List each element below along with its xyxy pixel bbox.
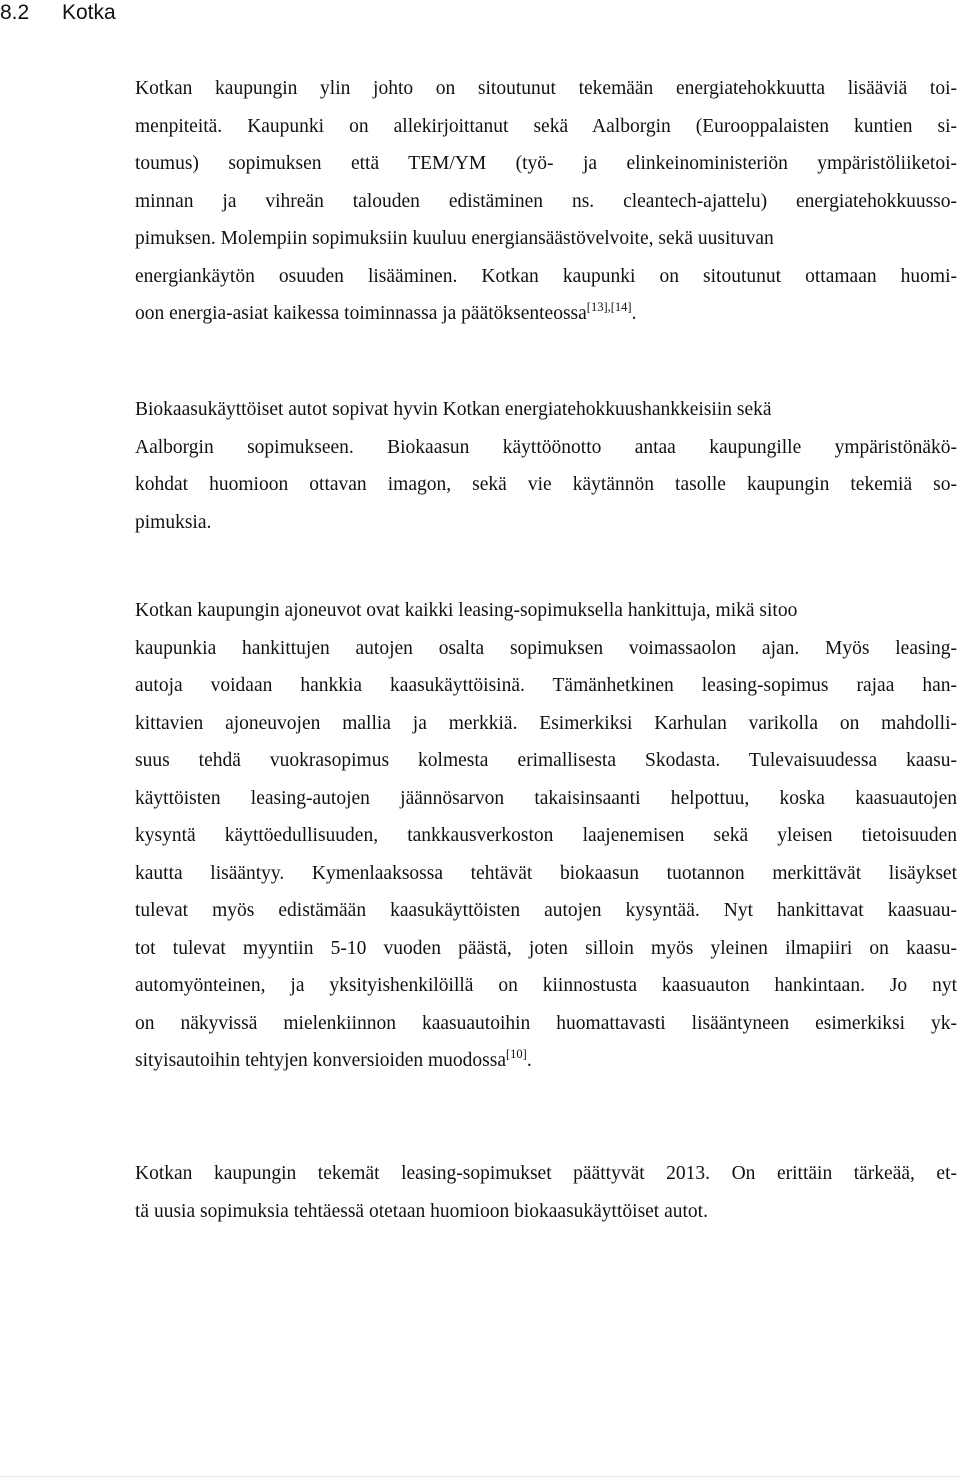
paragraph-line: Biokaasukäyttöiset autot sopivat hyvin Kotkan energiatehokkuushankkeisiin sekä xyxy=(135,399,772,420)
paragraph-line: tulevat myös edistämään kaasukäyttöisten autojen kysyntää. Nyt hankittavat kaasuau- xyxy=(135,900,957,921)
paragraph-line: on näkyvissä mielenkiinnon kaasuautoihin huomattavasti lisääntyneen esimerkiksi yk- xyxy=(135,1012,957,1034)
section-title: Kotka xyxy=(62,1,116,24)
paragraph-line: toumus) sopimuksen että TEM/YM (työ- ja elinkeinoministeriön ympäristöliiketoi- xyxy=(135,153,957,174)
citation-reference: [13],[14] xyxy=(586,300,632,314)
sentence-end: . xyxy=(631,303,637,324)
paragraph-line: kohdat huomioon ottavan imagon, sekä vie käytännön tasolle kaupungin tekemiä so- xyxy=(135,474,957,495)
paragraph-line: kysyntä käyttöedullisuuden, tankkausverkoston laajenemisen sekä yleisen tietoisuuden xyxy=(135,825,957,846)
paragraph-line-with-citation xyxy=(135,1042,957,1080)
paragraph-line: pimuksia. xyxy=(135,511,212,533)
paragraph-4 xyxy=(135,1155,957,1230)
paragraph-line: menpiteitä. Kaupunki on allekirjoittanut sekä Aalborgin (Eurooppalaisten kuntien si- xyxy=(135,115,957,137)
paragraph-2 xyxy=(135,391,957,541)
paragraph-line: Kotkan kaupungin ajoneuvot ovat kaikki leasing-sopimuksella hankittuja, mikä sitoo xyxy=(135,600,798,621)
paragraph-line: kaupunkia hankittujen autojen osalta sopimuksen voimassaolon ajan. Myös leasing- xyxy=(135,637,957,659)
paragraph-line: automyönteinen, ja yksityishenkilöillä on kiinnostusta kaasuauton hankintaan. Jo nyt xyxy=(135,975,957,996)
paragraph-line: autoja voidaan hankkia kaasukäyttöisinä. Tämänhetkinen leasing-sopimus rajaa han- xyxy=(135,675,957,696)
page-bottom-divider xyxy=(0,1476,960,1477)
paragraph-line: tot tulevat myyntiin 5-10 vuoden päästä, joten silloin myös yleinen ilmapiiri on kaasu- xyxy=(135,937,957,959)
paragraph-line: energiankäytön osuuden lisääminen. Kotkan kaupunki on sitoutunut ottamaan huomi- xyxy=(135,265,957,287)
paragraph-line-with-citation xyxy=(135,295,957,333)
paragraph-3 xyxy=(135,592,957,1080)
paragraph-line: kittavien ajoneuvojen mallia ja merkkiä. Esimerkiksi Karhulan varikolla on mahdolli- xyxy=(135,712,957,734)
citation-reference: [10] xyxy=(506,1047,527,1061)
paragraph-line: suus tehdä vuokrasopimus kolmesta erimallisesta Skodasta. Tulevaisuudessa kaasu- xyxy=(135,750,957,771)
paragraph-line-text: oon energia-asiat kaikessa toiminnassa ja päätöksenteossa xyxy=(135,303,587,324)
paragraph-1 xyxy=(135,70,957,333)
sentence-end: . xyxy=(526,1050,532,1071)
paragraph-line: kautta lisääntyy. Kymenlaaksossa tehtävät biokaasun tuotannon merkittävät lisäykset xyxy=(135,862,957,884)
paragraph-line: minnan ja vihreän talouden edistäminen ns. cleantech-ajattelu) energiatehokkuusso- xyxy=(135,190,957,212)
paragraph-line: Kotkan kaupungin ylin johto on sitoutunut tekemään energiatehokkuutta lisääviä toi- xyxy=(135,78,957,99)
paragraph-line: pimuksen. Molempiin sopimuksiin kuuluu energiansäästövelvoite, sekä uusituvan xyxy=(135,228,774,249)
section-number: 8.2 xyxy=(0,1,30,24)
section-heading xyxy=(0,0,116,26)
paragraph-line: käyttöisten leasing-autojen jäännösarvon takaisinsaanti helpottuu, koska kaasuautojen xyxy=(135,787,957,809)
paragraph-line-text: sityisautoihin tehtyjen konversioiden muodossa xyxy=(135,1050,507,1071)
paragraph-line: tä uusia sopimuksia tehtäessä otetaan huomioon biokaasukäyttöiset autot. xyxy=(135,1200,708,1222)
paragraph-line: Aalborgin sopimukseen. Biokaasun käyttöönotto antaa kaupungille ympäristönäkö- xyxy=(135,436,957,458)
paragraph-line: Kotkan kaupungin tekemät leasing-sopimukset päättyvät 2013. On erittäin tärkeää, et- xyxy=(135,1163,957,1184)
